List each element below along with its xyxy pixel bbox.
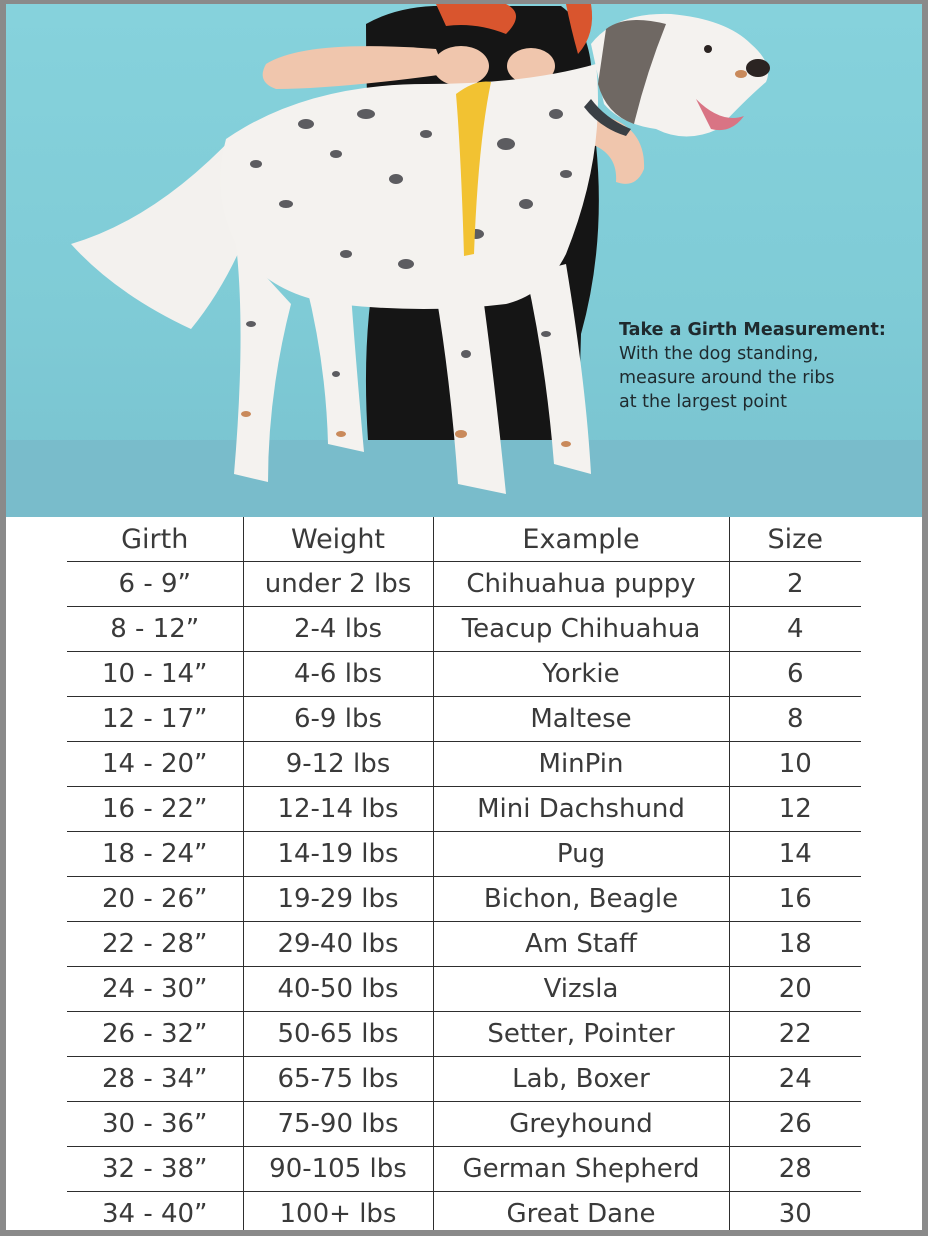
example-cell: Setter, Pointer — [433, 1012, 729, 1057]
weight-cell: 6-9 lbs — [243, 697, 433, 742]
table-row — [67, 787, 861, 832]
size-cell: 4 — [729, 607, 861, 652]
size-cell: 2 — [729, 562, 861, 607]
dog-measurement-photo — [6, 4, 922, 517]
size-cell: 26 — [729, 1102, 861, 1147]
header-example: Example — [433, 517, 729, 562]
size-cell: 28 — [729, 1147, 861, 1192]
girth-cell: 24 - 30” — [67, 967, 243, 1012]
weight-cell: 9-12 lbs — [243, 742, 433, 787]
example-cell: Greyhound — [433, 1102, 729, 1147]
example-cell: Teacup Chihuahua — [433, 607, 729, 652]
girth-cell: 26 - 32” — [67, 1012, 243, 1057]
weight-cell: 19-29 lbs — [243, 877, 433, 922]
size-cell: 6 — [729, 652, 861, 697]
table-row — [67, 652, 861, 697]
example-cell: Maltese — [433, 697, 729, 742]
girth-cell: 16 - 22” — [67, 787, 243, 832]
weight-cell: 2-4 lbs — [243, 607, 433, 652]
example-cell: Great Dane — [433, 1192, 729, 1231]
example-cell: Am Staff — [433, 922, 729, 967]
table-row — [67, 1057, 861, 1102]
table-row — [67, 877, 861, 922]
weight-cell: 4-6 lbs — [243, 652, 433, 697]
girth-cell: 10 - 14” — [67, 652, 243, 697]
weight-cell: under 2 lbs — [243, 562, 433, 607]
size-cell: 16 — [729, 877, 861, 922]
table-row — [67, 967, 861, 1012]
girth-cell: 34 - 40” — [101, 1199, 208, 1229]
size-cell: 24 — [729, 1057, 861, 1102]
weight-cell: 100+ lbs — [243, 1192, 433, 1231]
girth-caption — [619, 318, 919, 414]
size-chart-card — [6, 4, 922, 1230]
example-cell: Pug — [433, 832, 729, 877]
weight-cell: 40-50 lbs — [243, 967, 433, 1012]
weight-cell: 29-40 lbs — [243, 922, 433, 967]
girth-cell: 12 - 17” — [67, 697, 243, 742]
table-row — [67, 1012, 861, 1057]
example-cell: Vizsla — [433, 967, 729, 1012]
table-row — [67, 1102, 861, 1147]
weight-cell: 50-65 lbs — [243, 1012, 433, 1057]
person-hand — [433, 46, 489, 86]
header-size: Size — [729, 517, 861, 562]
table-row — [67, 742, 861, 787]
girth-cell: 18 - 24” — [67, 832, 243, 877]
girth-cell: 28 - 34” — [67, 1057, 243, 1102]
table-row — [67, 697, 861, 742]
weight-cell: 14-19 lbs — [243, 832, 433, 877]
caption-title: Take a Girth Measurement: — [619, 320, 886, 340]
dog-eye — [704, 45, 712, 53]
size-cell: 22 — [729, 1012, 861, 1057]
caption-line: With the dog standing, — [619, 344, 819, 364]
table-row — [67, 832, 861, 877]
size-cell: 20 — [729, 967, 861, 1012]
table-row — [67, 562, 861, 607]
girth-cell: 6 - 9” — [67, 562, 243, 607]
girth-cell: 22 - 28” — [67, 922, 243, 967]
example-cell: Mini Dachshund — [433, 787, 729, 832]
girth-cell: 32 - 38” — [67, 1147, 243, 1192]
dog-illustration — [6, 4, 922, 517]
weight-cell: 12-14 lbs — [243, 787, 433, 832]
table-row — [67, 607, 861, 652]
caption-line: measure around the ribs — [619, 368, 835, 388]
example-cell: Chihuahua puppy — [433, 562, 729, 607]
weight-cell: 90-105 lbs — [243, 1147, 433, 1192]
size-cell: 14 — [729, 832, 861, 877]
size-chart-table — [67, 517, 861, 1230]
weight-cell: 65-75 lbs — [243, 1057, 433, 1102]
size-cell: 18 — [729, 922, 861, 967]
girth-cell: 20 - 26” — [67, 877, 243, 922]
example-cell: German Shepherd — [433, 1147, 729, 1192]
table-row — [67, 1192, 861, 1231]
dog-nose — [746, 59, 770, 77]
table-row — [67, 922, 861, 967]
girth-cell: 8 - 12” — [67, 607, 243, 652]
weight-cell: 75-90 lbs — [243, 1102, 433, 1147]
girth-cell: 30 - 36” — [67, 1102, 243, 1147]
header-girth: Girth — [67, 517, 243, 562]
example-cell: Bichon, Beagle — [433, 877, 729, 922]
caption-line: at the largest point — [619, 392, 787, 412]
size-cell: 30 — [729, 1192, 861, 1231]
size-cell: 8 — [729, 697, 861, 742]
table-body — [67, 562, 861, 1231]
size-cell: 10 — [729, 742, 861, 787]
header-weight: Weight — [243, 517, 433, 562]
girth-cell: 14 - 20” — [67, 742, 243, 787]
table-header-row — [67, 517, 861, 562]
example-cell: MinPin — [433, 742, 729, 787]
size-cell: 12 — [729, 787, 861, 832]
example-cell: Yorkie — [433, 652, 729, 697]
example-cell: Lab, Boxer — [433, 1057, 729, 1102]
table-row — [67, 1147, 861, 1192]
